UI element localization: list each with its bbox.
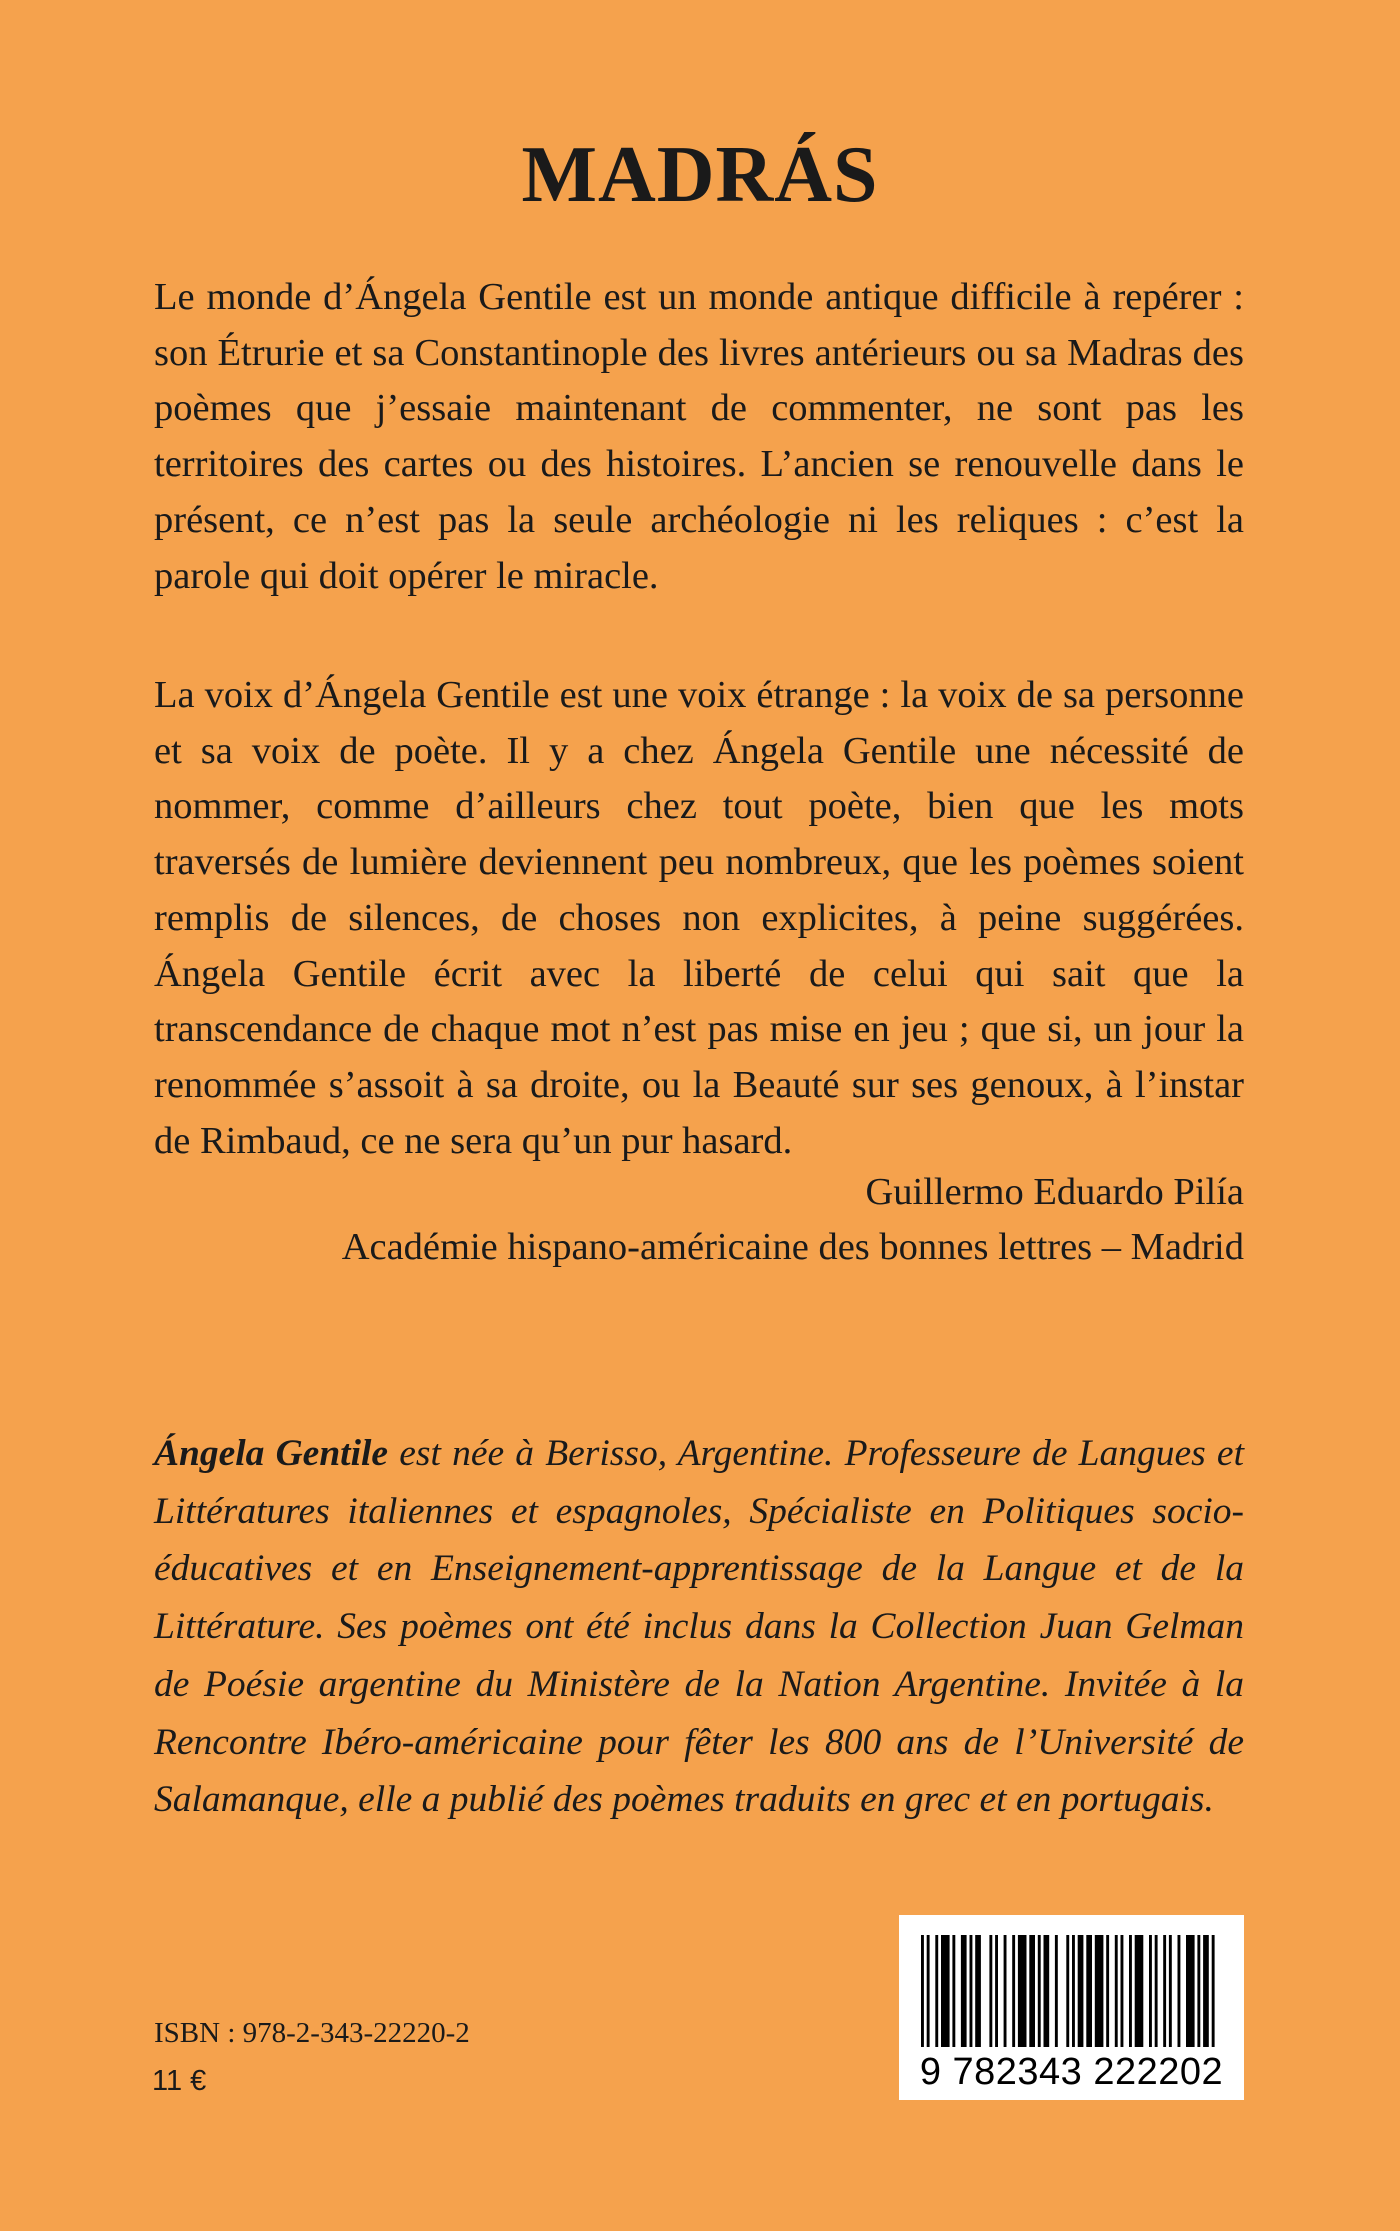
price-label: 11 € [152,2065,207,2097]
blurb-paragraph-2: La voix d’Ángela Gentile est une voix étrange : la voix de sa personne et sa voix de poète. Il y a chez Ángela Gentile une nécessité de nommer, comme d’ailleurs chez tout poète, bien que les mots traversés de lumière deviennent peu nombreux, que les poèmes soient remplis de silences, de choses non explicites, à peine suggérées. Ángela Gentile écrit avec la liberté de celui qui sait que la transcendance de chaque mot n’est pas mise en jeu ; que si, un jour la renommée s’assoit à sa droite, ou la Beauté sur ses genoux, à l’instar de Rimbaud, ce ne sera qu’un pur hasard. [154,674,1244,1162]
signature-affiliation: Académie hispano-américaine des bonnes lettres – Madrid [341,1226,1244,1268]
blurb-paragraph-1: Le monde d’Ángela Gentile est un monde antique difficile à repérer : son Étrurie et sa Constantinople des livres antérieurs ou sa Madras des poèmes que j’essaie maintenant de commenter, ne sont pas les territoires des cartes ou des histoires. L’ancien se renouvelle dans le présent, ce n’est pas la seule archéologie ni les reliques : c’est la parole qui doit opérer le miracle. [154,276,1244,597]
barcode-bars [899,1915,1244,2055]
isbn-label: ISBN : 978-2-343-22220-2 [154,2017,470,2049]
signature-name: Guillermo Eduardo Pilía [865,1171,1244,1213]
bio-text: est née à Berisso, Argentine. Professeure de Langues et Littératures italiennes et espagnoles, Spécialiste en Politiques socio-éducatives et en Enseignement-apprentissage de la Langue et de la Littérature. Ses poèmes ont été inclus dans la Collection Juan Gelman de Poésie argentine du Ministère de la Nation Argentine. Invitée à la Rencontre Ibéro-américaine pour fêter les 800 ans de l’Université de Salamanque, elle a publié des poèmes traduits en grec et en portugais. [154,1433,1245,1821]
bio-author-name: Ángela Gentile [154,1433,389,1474]
barcode-number: 9 782343 222202 [919,2051,1224,2093]
author-bio [154,1425,1244,1829]
barcode [899,1915,1244,2100]
book-title: MADRÁS [521,131,879,219]
